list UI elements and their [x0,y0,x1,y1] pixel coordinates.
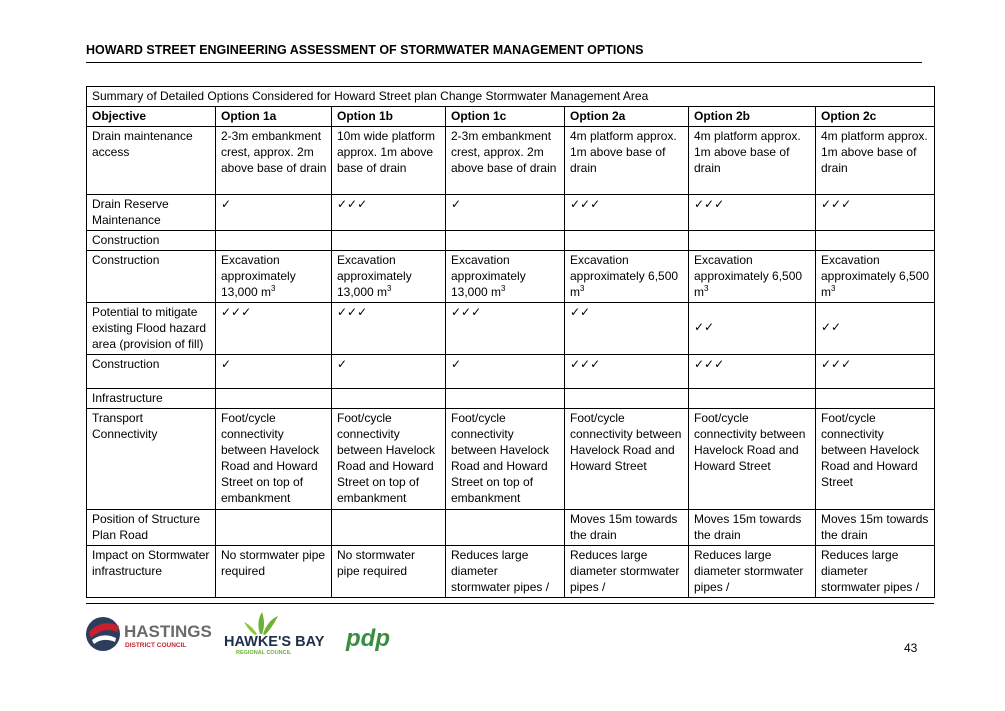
table-cell: 10m wide platform approx. 1m above base of drain [332,127,446,195]
table-cell: Moves 15m towards the drain [565,510,689,546]
rating-ticks: ✓✓✓ [332,303,446,355]
empty-cell [446,231,565,251]
table-cell: Reduces large diameter stormwater pipes / [565,546,689,598]
empty-cell [565,389,689,409]
rating-ticks: ✓✓✓ [332,195,446,231]
page-header-title: HOWARD STREET ENGINEERING ASSESSMENT OF STORMWATER MANAGEMENT OPTIONS [86,43,644,57]
empty-cell [816,389,935,409]
empty-cell [446,389,565,409]
hawkes-bay-logo-name: HAWKE'S BAY [224,634,325,650]
column-header-option: Option 2a [565,107,689,127]
table-row [87,409,935,510]
cell-text: Excavation approximately 6,500 m [821,253,930,299]
table-row [87,251,935,303]
column-header-option: Option 2c [816,107,935,127]
table-cell: Reduces large diameter stormwater pipes / [816,546,935,598]
rating-ticks: ✓✓✓ [816,355,935,389]
table-cell: 4m platform approx. 1m above base of drain [816,127,935,195]
column-header-objective: Objective [87,107,216,127]
column-header-option: Option 2b [689,107,816,127]
table-cell: Foot/cycle connectivity between Havelock Road and Howard Street on top of embankment [446,409,565,510]
table-row [87,355,935,389]
page-number: 43 [904,641,918,655]
empty-cell [216,231,332,251]
rating-ticks: ✓ [446,195,565,231]
cell-text: Excavation approximately 13,000 m [221,253,296,299]
row-label: Drain Reserve Maintenance [87,195,216,231]
row-label: Drain maintenance access [87,127,216,195]
cell-text: Excavation approximately 13,000 m [337,253,412,299]
section-row [87,389,935,409]
section-heading: Infrastructure [87,389,216,409]
column-header-option: Option 1c [446,107,565,127]
hawkes-bay-logo-sub: REGIONAL COUNCIL [236,650,292,656]
hawkes-bay-logo-icon [244,612,278,635]
empty-cell [332,231,446,251]
section-row [87,231,935,251]
pdp-logo [345,625,390,652]
row-label: Position of Structure Plan Road [87,510,216,546]
table-caption: Summary of Detailed Options Considered for Howard Street plan Change Stormwater Management Area [87,87,935,107]
table-cell: Reduces large diameter stormwater pipes / [689,546,816,598]
table-cell [446,251,565,303]
table-cell: No stormwater pipe required [216,546,332,598]
hastings-logo [86,617,212,651]
rating-ticks: ✓✓✓ [689,195,816,231]
table-cell: 2-3m embankment crest, approx. 2m above base of drain [446,127,565,195]
rating-ticks: ✓ [216,355,332,389]
hastings-logo-sub: DISTRICT COUNCIL [125,642,187,649]
footer-logos [86,612,416,656]
table-cell [446,510,565,546]
rating-ticks: ✓✓✓ [816,195,935,231]
row-label: Construction [87,355,216,389]
footer-divider [86,603,934,604]
hastings-logo-name: HASTINGS [124,622,212,641]
table-cell [216,510,332,546]
table-cell: 2-3m embankment crest, approx. 2m above base of drain [216,127,332,195]
pdp-logo-name: pdp [346,625,390,652]
table-cell: Foot/cycle connectivity between Havelock Road and Howard Street [565,409,689,510]
rating-ticks: ✓✓ [816,303,935,355]
table-cell: Reduces large diameter stormwater pipes / [446,546,565,598]
table-cell [816,251,935,303]
table-cell: Moves 15m towards the drain [816,510,935,546]
rating-ticks: ✓✓✓ [216,303,332,355]
row-label: Impact on Stormwater infrastructure [87,546,216,598]
table-row [87,195,935,231]
row-label: Potential to mitigate existing Flood hazard area (provision of fill) [87,303,216,355]
table-header-row [87,107,935,127]
table-cell [565,251,689,303]
hawkes-bay-logo [224,612,325,656]
row-label: Transport Connectivity [87,409,216,510]
table-cell: Foot/cycle connectivity between Havelock Road and Howard Street on top of embankment [332,409,446,510]
unit-superscript: 3 [704,284,709,293]
unit-superscript: 3 [387,284,392,293]
empty-cell [216,389,332,409]
empty-cell [689,231,816,251]
rating-ticks: ✓✓ [565,303,689,355]
table-cell: Moves 15m towards the drain [689,510,816,546]
table-row [87,303,935,355]
table-cell [689,251,816,303]
rating-ticks: ✓✓ [689,303,816,355]
header-divider [86,62,922,63]
rating-ticks: ✓✓✓ [565,355,689,389]
rating-ticks: ✓✓✓ [565,195,689,231]
rating-ticks: ✓ [332,355,446,389]
table-cell: 4m platform approx. 1m above base of drain [565,127,689,195]
table-row [87,510,935,546]
rating-ticks: ✓✓✓ [446,303,565,355]
table-cell: Foot/cycle connectivity between Havelock Road and Howard Street [816,409,935,510]
table-caption-row [87,87,935,107]
unit-superscript: 3 [271,284,276,293]
table-row [87,127,935,195]
unit-superscript: 3 [501,284,506,293]
options-summary-table [86,86,935,598]
cell-text: Excavation approximately 6,500 m [570,253,679,299]
unit-superscript: 3 [580,284,585,293]
table-cell: No stormwater pipe required [332,546,446,598]
table-cell [332,510,446,546]
hastings-logo-icon [86,617,120,651]
empty-cell [332,389,446,409]
cell-text: Excavation approximately 13,000 m [451,253,526,299]
table-cell: Foot/cycle connectivity between Havelock Road and Howard Street [689,409,816,510]
empty-cell [816,231,935,251]
rating-ticks: ✓✓✓ [689,355,816,389]
empty-cell [565,231,689,251]
table-cell [332,251,446,303]
rating-ticks: ✓ [446,355,565,389]
unit-superscript: 3 [831,284,836,293]
section-heading: Construction [87,231,216,251]
column-header-option: Option 1a [216,107,332,127]
table-cell: Foot/cycle connectivity between Havelock Road and Howard Street on top of embankment [216,409,332,510]
table-cell: 4m platform approx. 1m above base of drain [689,127,816,195]
empty-cell [689,389,816,409]
column-header-option: Option 1b [332,107,446,127]
table-row [87,546,935,598]
cell-text: Excavation approximately 6,500 m [694,253,803,299]
row-label: Construction [87,251,216,303]
rating-ticks: ✓ [216,195,332,231]
table-cell [216,251,332,303]
